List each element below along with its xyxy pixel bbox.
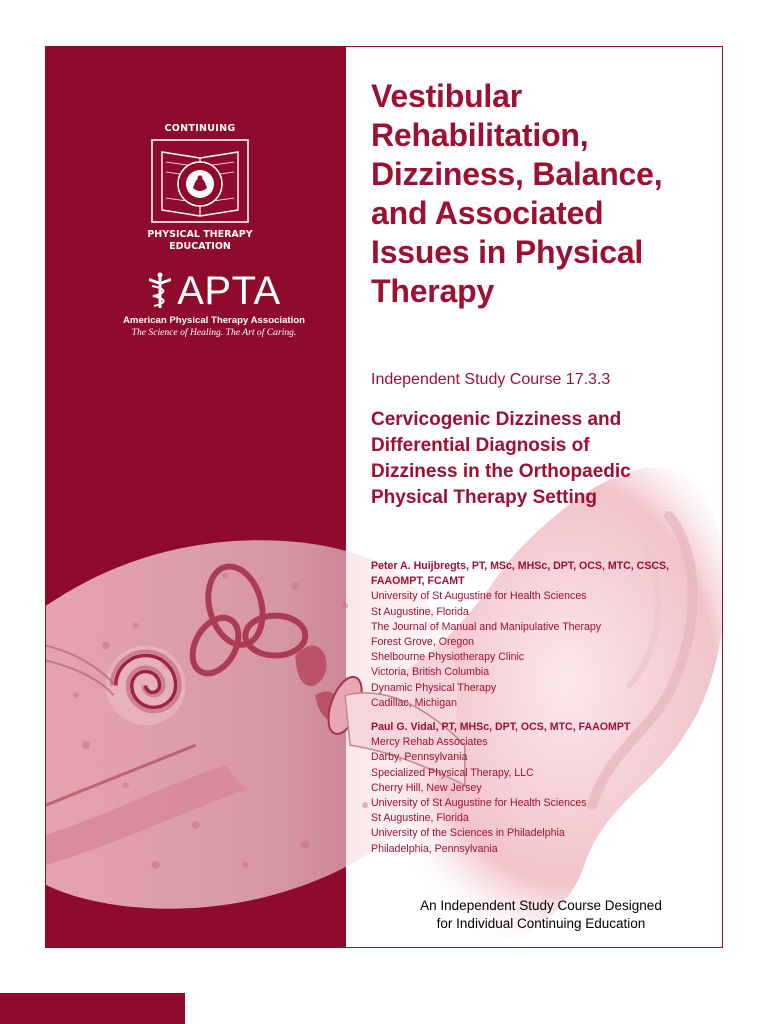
cover-footer [391, 897, 691, 933]
cover-subtitle [371, 407, 711, 511]
cpte-logo-top-text: CONTINUING [164, 123, 236, 134]
cpte-logo [138, 123, 262, 253]
footer-line: An Independent Study Course Designed [420, 898, 662, 913]
subtitle-line: Physical Therapy Setting [371, 487, 597, 508]
apta-logo-mark [96, 271, 332, 311]
author-name: Paul G. Vidal, PT, MHSc, DPT, OCS, MTC, FAAOMPT [371, 721, 631, 734]
subtitle-line: Cervicogenic Dizziness and [371, 409, 622, 430]
apta-logo [96, 271, 332, 338]
title-line: Therapy [371, 273, 495, 309]
cover-frame [45, 46, 723, 948]
apta-name: American Physical Therapy Association [123, 315, 305, 326]
author-affiliation: Mercy Rehab Associates [371, 736, 488, 749]
title-line: Dizziness, Balance, [371, 156, 663, 192]
title-line: Rehabilitation, [371, 117, 589, 153]
author-affiliation: Victoria, British Columbia [371, 666, 490, 679]
title-line: Issues in Physical [371, 234, 644, 270]
orthopaedic-section-seal-icon [148, 138, 252, 224]
bottom-color-bar [0, 993, 185, 1024]
author-name: FAAOMPT, FCAMT [371, 575, 465, 588]
author-name: Peter A. Huijbregts, PT, MSc, MHSc, DPT, OCS, MTC, CSCS, [371, 560, 670, 572]
author-affiliation: The Journal of Manual and Manipulative Therapy [371, 620, 602, 633]
author-list [371, 559, 716, 857]
author-affiliation: Specialized Physical Therapy, LLC [371, 766, 534, 779]
subtitle-line: Dizziness in the Orthopaedic [371, 461, 631, 482]
author-affiliation: Darby, Pennsylvania [371, 751, 468, 764]
author-affiliation: University of St Augustine for Health Sciences [371, 590, 587, 603]
title-line: Vestibular [371, 78, 522, 114]
author-affiliation: Philadelphia, Pennsylvania [371, 842, 498, 855]
author-block [371, 559, 716, 711]
author-affiliation: Cadillac, Michigan [371, 696, 457, 709]
author-affiliation: Cherry Hill, New Jersey [371, 781, 482, 794]
cpte-logo-bottom-text [138, 229, 262, 253]
cpte-logo-line2: EDUCATION [169, 241, 231, 252]
author-affiliation: University of the Sciences in Philadelphia [371, 827, 565, 840]
author-affiliation: University of St Augustine for Health Sciences [371, 797, 587, 810]
cpte-logo-line1: PHYSICAL THERAPY [147, 229, 253, 240]
author-affiliation: St Augustine, Florida [371, 605, 469, 618]
author-affiliation: Dynamic Physical Therapy [371, 681, 497, 694]
author-affiliation: Shelbourne Physiotherapy Clinic [371, 651, 525, 664]
subtitle-line: Differential Diagnosis of [371, 435, 590, 456]
author-affiliation: Forest Grove, Oregon [371, 636, 475, 649]
apta-tagline: The Science of Healing. The Art of Caring. [131, 327, 297, 338]
title-line: and Associated [371, 195, 604, 231]
caduceus-icon [147, 272, 173, 310]
author-block [371, 720, 716, 857]
footer-line: for Individual Continuing Education [436, 916, 646, 931]
author-affiliation: St Augustine, Florida [371, 812, 469, 825]
cover-title [371, 77, 723, 311]
apta-wordmark: APTA [177, 269, 281, 313]
course-number: Independent Study Course 17.3.3 [371, 371, 611, 388]
